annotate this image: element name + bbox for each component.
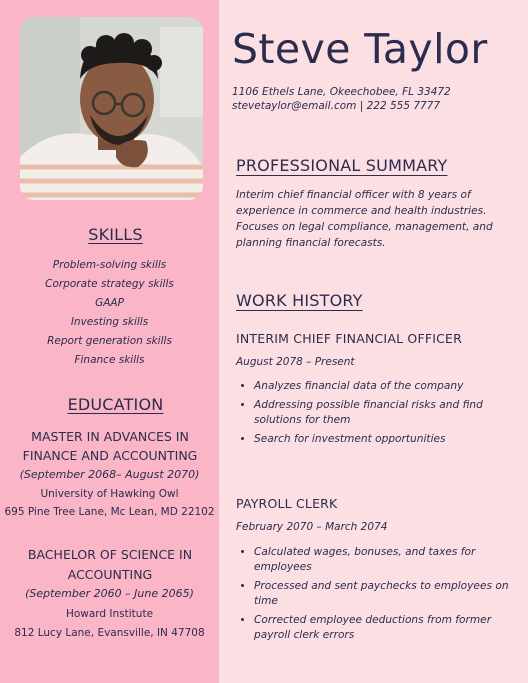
education-degree: MASTER IN ADVANCES IN xyxy=(31,429,189,444)
skill-item: Report generation skills xyxy=(47,335,172,347)
job-bullets xyxy=(236,545,522,647)
education-dates: (September 2068– August 2070) xyxy=(19,468,200,481)
summary-heading: PROFESSIONAL SUMMARY xyxy=(236,156,448,175)
skill-item: Investing skills xyxy=(70,316,149,328)
list-item: • Calculated wages, bonuses, and taxes for employees xyxy=(254,545,522,575)
candidate-name: Steve Taylor xyxy=(232,25,488,73)
list-item: • Addressing possible financial risks and find solutions for them xyxy=(254,398,522,428)
list-item: • Corrected employee deductions from former payroll clerk errors xyxy=(254,613,522,643)
contact-address: 1106 Ethels Lane, Okeechobee, FL 33472 xyxy=(232,86,451,98)
education-degree: FINANCE AND ACCOUNTING xyxy=(22,448,198,463)
list-item: • Analyzes financial data of the company xyxy=(254,379,522,394)
education-heading: EDUCATION xyxy=(67,395,164,414)
skill-item: GAAP xyxy=(95,297,124,309)
job-dates: February 2070 – March 2074 xyxy=(236,521,388,533)
list-item: • Search for investment opportunities xyxy=(254,432,522,447)
portrait-illustration xyxy=(20,17,203,200)
profile-photo xyxy=(20,17,203,200)
education-school: Howard Institute xyxy=(65,608,154,620)
skills-heading: SKILLS xyxy=(88,225,143,244)
list-item: • Processed and sent paychecks to employees on time xyxy=(254,579,522,609)
education-dates: (September 2060 – June 2065) xyxy=(25,587,194,600)
job-title: INTERIM CHIEF FINANCIAL OFFICER xyxy=(236,331,463,346)
skill-item: Finance skills xyxy=(74,354,145,366)
job-bullets xyxy=(236,379,522,451)
summary-text: Interim chief financial officer with 8 years of experience in commerce and health industries. Focuses on legal compliance, management, and planning financial forecasts. xyxy=(236,189,493,249)
contact-email-phone: stevetaylor@email.com | 222 555 7777 xyxy=(232,100,441,112)
education-degree: BACHELOR OF SCIENCE IN xyxy=(27,547,193,562)
skill-item: Problem-solving skills xyxy=(52,259,167,271)
education-degree: ACCOUNTING xyxy=(67,567,153,582)
education-school: University of Hawking Owl xyxy=(40,488,179,500)
education-address: 812 Lucy Lane, Evansville, IN 47708 xyxy=(14,627,205,639)
work-history-heading: WORK HISTORY xyxy=(236,291,363,310)
education-address: 695 Pine Tree Lane, Mc Lean, MD 22102 xyxy=(4,506,215,518)
job-title: PAYROLL CLERK xyxy=(236,496,338,511)
job-dates: August 2078 – Present xyxy=(236,356,355,368)
skill-item: Corporate strategy skills xyxy=(45,278,174,290)
